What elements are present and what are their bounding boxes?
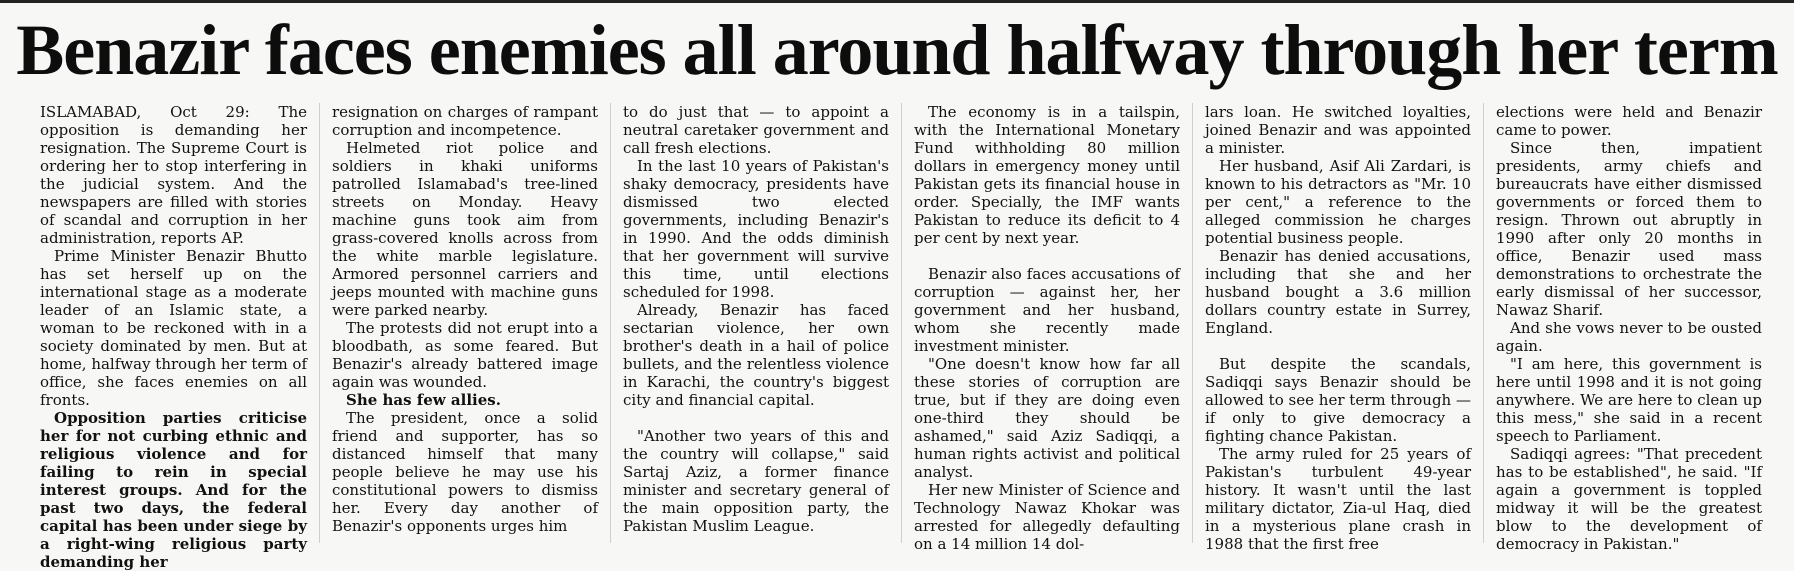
- paragraph: lars loan. He switched loyalties, joined Benazir and was appointed a minister.: [1205, 103, 1471, 157]
- paragraph: to do just that — to appoint a neutral caretaker government and call fresh elections.: [623, 103, 889, 157]
- article-column-6: [1483, 103, 1774, 553]
- paragraph: Opposition parties criticise her for not curbing ethnic and religious violence and for failing to rein in special interest groups. And for the past two days, the federal capital has been under siege by a right-wing religious party demanding her: [40, 409, 307, 571]
- paragraph: She has few allies.: [346, 391, 501, 409]
- article-column-5: [1192, 103, 1483, 553]
- article-column-3: [610, 103, 901, 543]
- paragraph: elections were held and Benazir came to power.: [1496, 103, 1762, 139]
- paragraph: Sadiqqi agrees: "That precedent has to be established", he said. "If again a government is toppled midway it will be the greatest blow to the development of democracy in Pakistan.": [1496, 445, 1762, 553]
- paragraph: ISLAMABAD, Oct 29: The opposition is demanding her resignation. The Supreme Court is ordering her to stop interfering in the judicial system. And the newspapers are filled with stories of scandal and corruption in her administration, reports AP.: [40, 103, 307, 247]
- paragraph: In the last 10 years of Pakistan's shaky democracy, presidents have dismissed two elected governments, including Benazir's in 1990. And the odds diminish that her government will survive this time, until elections scheduled for 1998.: [623, 157, 889, 301]
- paragraph: Benazir also faces accusations of corruption — against her, her government and her husband, whom she recently made investment minister.: [914, 265, 1180, 355]
- paragraph: Her new Minister of Science and Technology Nawaz Khokar was arrested for allegedly defaulting on a 14 million 14 dol-: [914, 481, 1180, 553]
- paragraph: And she vows never to be ousted again.: [1496, 319, 1762, 355]
- headline: Benazir faces enemies all around halfway through her term: [16, 10, 1778, 90]
- article-column-1: [28, 103, 319, 571]
- paragraph: Helmeted riot police and soldiers in khaki uniforms patrolled Islamabad's tree-lined streets on Monday. Heavy machine guns took aim from grass-covered knolls across from the white marble legislature. Armored personnel carriers and jeeps mounted with machine guns were parked nearby.: [332, 139, 598, 319]
- top-rule: [0, 0, 1794, 3]
- article-columns: [28, 103, 1776, 571]
- article-column-2: [319, 103, 610, 543]
- paragraph: The economy is in a tailspin, with the International Monetary Fund withholding 80 million dollars in emergency money until Pakistan gets its financial house in order. Specially, the IMF wants Pakistan to reduce its deficit to 4 per cent by next year.: [914, 103, 1180, 247]
- paragraph: resignation on charges of rampant corruption and incompetence.: [332, 103, 598, 139]
- paragraph: "I am here, this government is here until 1998 and it is not going anywhere. We are here to clean up this mess," she said in a recent speech to Parliament.: [1496, 355, 1762, 445]
- paragraph: Prime Minister Benazir Bhutto has set herself up on the international stage as a moderate leader of an Islamic state, a woman to be reckoned with in a society dominated by men. But at home, halfway through her term of office, she faces enemies on all fronts.: [40, 247, 308, 409]
- paragraph: Already, Benazir has faced sectarian violence, her own brother's death in a hail of police bullets, and the relentless violence in Karachi, the country's biggest city and financial capital.: [623, 301, 889, 409]
- paragraph: "One doesn't know how far all these stories of corruption are true, but if they are doing even one-third they should be ashamed," said Aziz Sadiqqi, a human rights activist and political analyst.: [914, 355, 1180, 481]
- paragraph: Benazir has denied accusations, including that she and her husband bought a 3.6 million dollars country estate in Surrey, England.: [1205, 247, 1471, 337]
- paragraph: "Another two years of this and the country will collapse," said Sartaj Aziz, a former finance minister and secretary general of the main opposition party, the Pakistan Muslim League.: [623, 427, 889, 535]
- paragraph: Since then, impatient presidents, army chiefs and bureaucrats have either dismissed governments or forced them to resign. Thrown out abruptly in 1990 after only 20 months in office, Benazir used mass demonstrations to orchestrate the early dismissal of her successor, Nawaz Sharif.: [1496, 139, 1762, 319]
- paragraph: Her husband, Asif Ali Zardari, is known to his detractors as "Mr. 10 per cent," a reference to the alleged commission he charges potential business people.: [1205, 157, 1471, 247]
- paragraph: But despite the scandals, Sadiqqi says Benazir should be allowed to see her term through — if only to give democracy a fighting chance Pakistan.: [1205, 355, 1471, 445]
- paragraph: The president, once a solid friend and supporter, has so distanced himself that many people believe he may use his constitutional powers to dismiss her. Every day another of Benazir's opponents urges him: [332, 409, 598, 535]
- article-column-4: [901, 103, 1192, 553]
- paragraph: The army ruled for 25 years of Pakistan's turbulent 49-year history. It wasn't until the last military dictator, Zia-ul Haq, died in a mysterious plane crash in 1988 that the first free: [1205, 445, 1471, 553]
- paragraph: The protests did not erupt into a bloodbath, as some feared. But Benazir's already battered image again was wounded.: [332, 319, 598, 391]
